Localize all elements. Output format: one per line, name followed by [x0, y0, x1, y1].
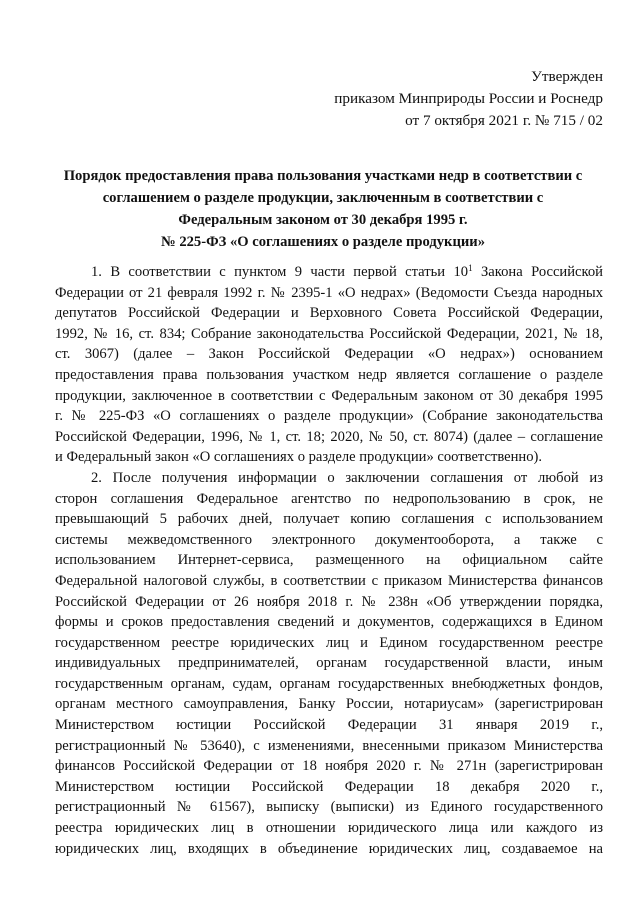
- text-line: продукции, заключенное в соответствии с Федеральным законом от 30 декабря 1995: [55, 387, 603, 404]
- title-line: соглашением о разделе продукции, заключенным в соответствии с: [102, 190, 544, 206]
- superscript: 1: [468, 263, 473, 273]
- approval-block: [334, 66, 603, 132]
- text-line: сторон соглашения Федеральное агентство по недропользованию в срок, не: [55, 490, 603, 507]
- text-line: государственным органам, судам, органам государственных внебюджетных фондов,: [55, 675, 603, 692]
- document-body: [55, 262, 603, 859]
- text-line: реестра юридических лиц в отношении юридического лица или каждого из: [55, 820, 603, 837]
- text-line: использованием Интернет-сервиса, размещенного на официальном сайте: [55, 552, 603, 569]
- text-line: и Федеральный закон «О соглашениях о разделе продукции» соответственно).: [55, 449, 543, 466]
- title-line: Федеральным законом от 30 декабря 1995 г.: [178, 212, 468, 228]
- text-line: индивидуальных предпринимателей, органам государственной власти, иным: [55, 655, 603, 672]
- approval-line: от 7 октября 2021 г. № 715 / 02: [405, 112, 603, 129]
- text-line: Министерством юстиции Российской Федерации 18 декабря 2020 г.,: [55, 778, 603, 795]
- text-line: формы и сроков предоставления сведений и документов, содержащихся в Едином: [55, 614, 603, 631]
- text-line: Российской Федерации, 1996, № 1, ст. 18; 2020, № 50, ст. 8074) (далее – соглашение: [55, 428, 603, 445]
- text-line: Министерством юстиции Российской Федерации 31 января 2019 г.,: [55, 717, 603, 734]
- approval-line: приказом Минприроды России и Роснедр: [334, 90, 603, 107]
- paragraph-1: [55, 262, 603, 468]
- text-line: регистрационный № 61567), выписку (выписки) из Единого государственного: [55, 799, 603, 816]
- paragraph-2: [55, 468, 603, 859]
- title-line: Порядок предоставления права пользования участками недр в соответствии с: [63, 168, 583, 184]
- text-line: г. № 225-ФЗ «О соглашениях о разделе продукции» (Собрание законодательства: [55, 408, 603, 425]
- text-fragment: Закона Российской: [472, 264, 603, 280]
- text-line: органам местного самоуправления, Банку России, нотариусам» (зарегистрирован: [55, 696, 603, 713]
- text-fragment: 1. В соответствии с пунктом 9 части первой статьи 10: [91, 264, 469, 280]
- document-title: [40, 165, 606, 253]
- text-line: ст. 3067) (далее – Закон Российской Федерации «О недрах») основанием: [55, 346, 603, 363]
- text-line: системы межведомственного электронного документооборота, а также с: [55, 531, 603, 548]
- text-line: финансов Российской Федерации от 18 ноября 2020 г. № 271н (зарегистрирован: [55, 758, 603, 775]
- text-line: Федерации от 21 февраля 1992 г. № 2395-1 «О недрах» (Ведомости Съезда народных: [55, 284, 603, 301]
- paragraph-2-first-line: 2. После получения информации о заключении соглашения от любой из: [91, 469, 603, 486]
- text-line: 1992, № 16, ст. 834; Собрание законодательства Российской Федерации, 2021, № 18,: [55, 325, 603, 342]
- text-line: превышающий 5 рабочих дней, получает копию соглашения с использованием: [55, 511, 603, 528]
- text-line: предоставления права пользования участком недр является соглашение о разделе: [55, 366, 603, 383]
- text-line: регистрационный № 53640), с изменениями, внесенными приказом Министерства: [55, 737, 603, 754]
- approval-line: Утвержден: [531, 68, 603, 85]
- title-line: № 225-ФЗ «О соглашениях о разделе продукции»: [161, 234, 485, 250]
- text-line: Российской Федерации от 26 ноября 2018 г. № 238н «Об утверждении порядка,: [55, 593, 603, 610]
- paragraph-1-first-line: [55, 262, 603, 283]
- text-line: депутатов Российской Федерации и Верховного Совета Российской Федерации,: [55, 305, 603, 322]
- text-line: юридических лиц, входящих в объединение юридических лиц, создаваемое на: [55, 840, 603, 857]
- text-line: Федеральной налоговой службы, в соответствии с приказом Министерства финансов: [55, 572, 603, 589]
- text-line: государственном реестре юридических лиц и Едином государственном реестре: [55, 634, 603, 651]
